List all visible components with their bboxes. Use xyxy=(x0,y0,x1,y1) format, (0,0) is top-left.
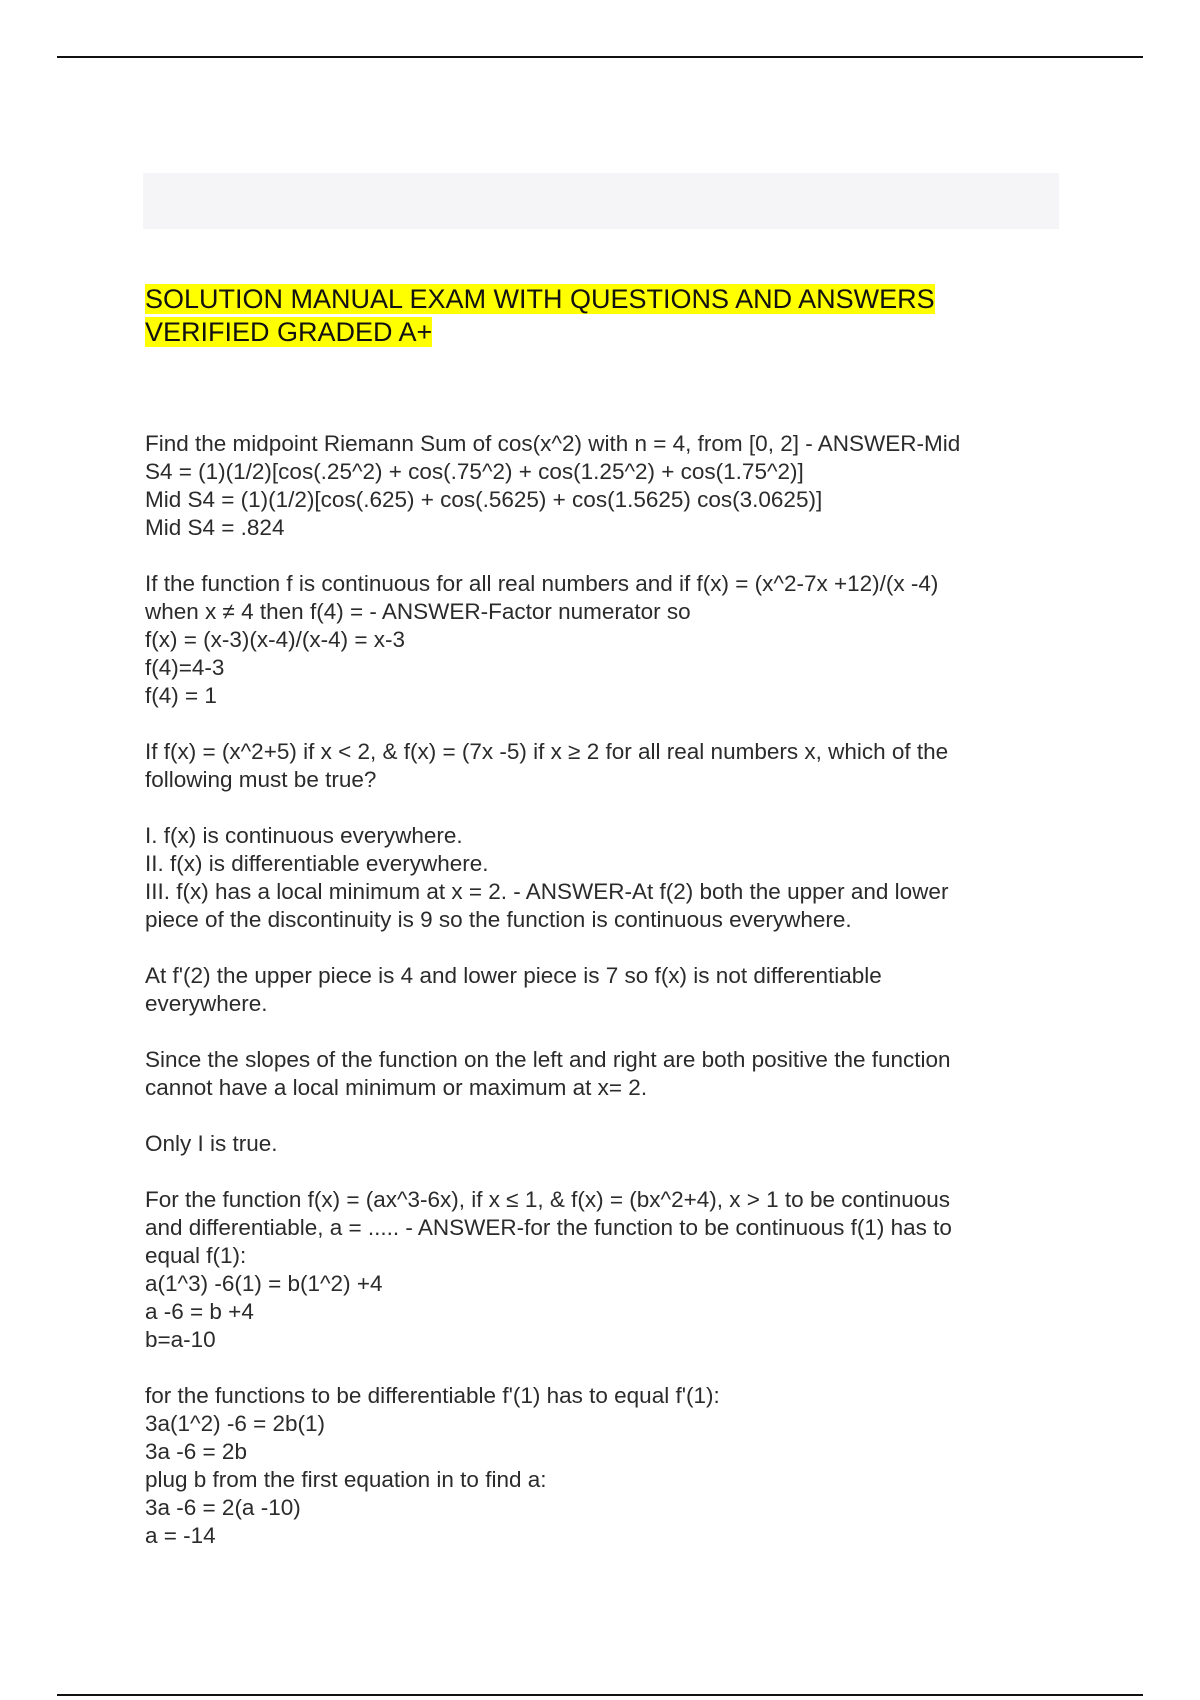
text-line: a = -14 xyxy=(145,1523,216,1548)
title-line-1: SOLUTION MANUAL EXAM WITH QUESTIONS AND ANSWERS xyxy=(145,284,935,314)
text-line: and differentiable, a = ..... - ANSWER-for the function to be continuous f(1) has to xyxy=(145,1215,952,1240)
text-line: f(x) = (x-3)(x-4)/(x-4) = x-3 xyxy=(145,627,406,652)
text-line: III. f(x) has a local minimum at x = 2. - ANSWER-At f(2) both the upper and lower xyxy=(145,879,949,904)
title-line-2: VERIFIED GRADED A+ xyxy=(145,317,433,347)
paragraph xyxy=(145,1130,1045,1158)
paragraph xyxy=(145,1382,1045,1550)
text-line: Mid S4 = .824 xyxy=(145,515,285,540)
text-line: I. f(x) is continuous everywhere. xyxy=(145,823,463,848)
text-line: plug b from the first equation in to find a: xyxy=(145,1467,547,1492)
text-line: At f'(2) the upper piece is 4 and lower piece is 7 so f(x) is not differentiable xyxy=(145,963,882,988)
text-line: f(4) = 1 xyxy=(145,683,217,708)
text-line: Since the slopes of the function on the left and right are both positive the function xyxy=(145,1047,951,1072)
text-line: 3a -6 = 2b xyxy=(145,1439,247,1464)
text-line: S4 = (1)(1/2)[cos(.25^2) + cos(.75^2) + cos(1.25^2) + cos(1.75^2)] xyxy=(145,459,804,484)
paragraph xyxy=(145,570,1045,710)
text-line: piece of the discontinuity is 9 so the function is continuous everywhere. xyxy=(145,907,852,932)
text-line: Mid S4 = (1)(1/2)[cos(.625) + cos(.5625) + cos(1.5625) cos(3.0625)] xyxy=(145,487,823,512)
paragraph xyxy=(145,738,1045,794)
text-line: If f(x) = (x^2+5) if x < 2, & f(x) = (7x -5) if x ≥ 2 for all real numbers x, which of the xyxy=(145,739,949,764)
header-band xyxy=(143,173,1059,229)
text-line: when x ≠ 4 then f(4) = - ANSWER-Factor numerator so xyxy=(145,599,691,624)
text-line: 3a -6 = 2(a -10) xyxy=(145,1495,301,1520)
text-line: cannot have a local minimum or maximum at x= 2. xyxy=(145,1075,648,1100)
text-line: If the function f is continuous for all real numbers and if f(x) = (x^2-7x +12)/(x -4) xyxy=(145,571,939,596)
paragraph xyxy=(145,1046,1045,1102)
text-line: 3a(1^2) -6 = 2b(1) xyxy=(145,1411,326,1436)
text-line: f(4)=4-3 xyxy=(145,655,225,680)
text-line: a -6 = b +4 xyxy=(145,1299,254,1324)
text-line: equal f(1): xyxy=(145,1243,247,1268)
text-line: Find the midpoint Riemann Sum of cos(x^2) with n = 4, from [0, 2] - ANSWER-Mid xyxy=(145,431,961,456)
text-line: II. f(x) is differentiable everywhere. xyxy=(145,851,489,876)
paragraph xyxy=(145,822,1045,934)
document-body xyxy=(145,430,1045,1578)
text-line: b=a-10 xyxy=(145,1327,216,1352)
text-line: a(1^3) -6(1) = b(1^2) +4 xyxy=(145,1271,383,1296)
top-rule xyxy=(57,56,1143,58)
document-title xyxy=(145,283,1045,349)
text-line: Only I is true. xyxy=(145,1131,278,1156)
text-line: everywhere. xyxy=(145,991,268,1016)
paragraph xyxy=(145,1186,1045,1354)
text-line: for the functions to be differentiable f'(1) has to equal f'(1): xyxy=(145,1383,720,1408)
text-line: For the function f(x) = (ax^3-6x), if x ≤ 1, & f(x) = (bx^2+4), x > 1 to be continuous xyxy=(145,1187,951,1212)
bottom-rule xyxy=(57,1694,1143,1696)
paragraph xyxy=(145,430,1045,542)
text-line: following must be true? xyxy=(145,767,377,792)
paragraph xyxy=(145,962,1045,1018)
